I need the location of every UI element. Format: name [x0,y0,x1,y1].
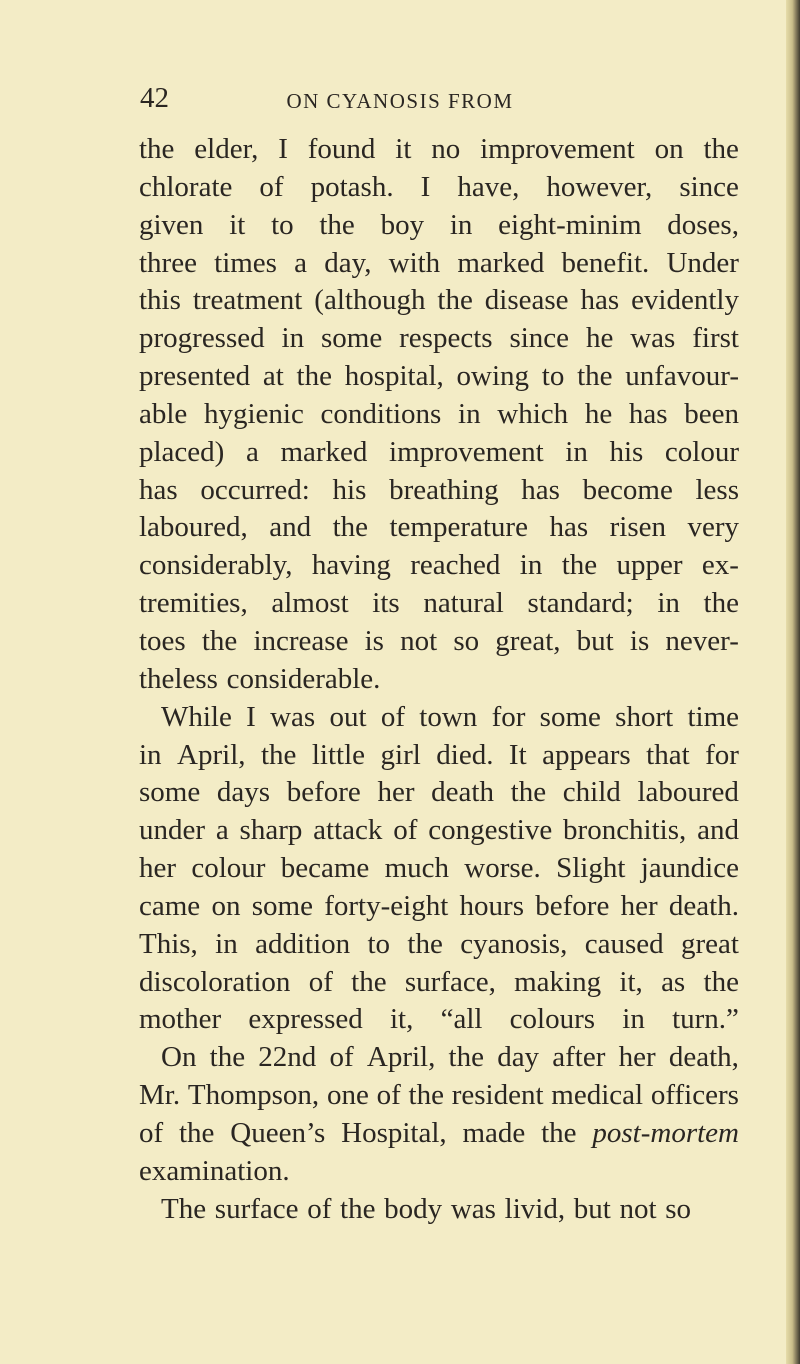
word: bronchitis, [563,814,687,847]
word: at [262,360,284,393]
word: death, [668,1041,739,1074]
text-line [139,739,739,777]
word: girl [380,738,421,771]
word: tremities, [139,587,248,620]
word: has [580,284,620,317]
word: jaundice [640,852,739,885]
word: turn.” [672,1003,739,1036]
word: owing [456,360,530,393]
text-line [139,928,739,966]
word: it, [619,965,643,998]
text-line [139,966,739,1004]
word: natural [423,587,504,620]
word: however, [546,170,653,203]
word: time [687,700,739,733]
word: it [229,208,246,241]
word: breathing [389,473,499,506]
word: so [453,624,480,657]
word: in [565,435,588,468]
word: standard; [527,587,634,620]
word: is [364,624,384,657]
word: a [215,814,229,847]
word: cyanosis, [460,927,568,960]
word: On [161,1041,197,1074]
word: the [332,511,368,544]
word: the [139,133,175,165]
text-line [139,511,739,549]
word: making [514,965,602,998]
word: colours [509,1003,596,1036]
word: to [271,208,294,241]
running-head: ON CYANOSIS FROM [286,89,514,113]
word: almost [271,587,349,620]
text-line [139,436,739,474]
word: it, [389,1003,414,1036]
word: able [139,397,188,430]
word: the [703,965,739,998]
word: I [246,700,256,733]
word: short [615,700,674,733]
word: was [450,1192,496,1225]
text-line [139,322,739,360]
word: his [609,435,644,468]
word: the [319,208,355,241]
word: its [372,587,400,620]
word: Hospital, [341,1116,447,1149]
text-line [139,1117,739,1155]
word: treatment [192,284,303,317]
word: hospital, [344,360,444,393]
word: marked [280,435,368,468]
word: caused [584,927,664,960]
word: of [329,1041,354,1074]
word: which [497,397,569,430]
text-line [139,360,739,398]
word: hygienic [203,397,304,430]
word: theless [139,662,218,695]
word: he [584,397,613,430]
text-line [139,1193,739,1231]
word: to [367,927,391,960]
page-edge-shadow [786,0,800,1364]
text-line [139,474,739,512]
word: some [321,322,383,355]
word: of [307,1192,332,1225]
text-line [139,1079,739,1117]
word: eight-minim [498,208,642,241]
page-number: 42 [140,82,169,114]
word: Mr. [139,1079,181,1112]
word: potash. [310,170,394,203]
text-line [139,133,739,171]
text-line [139,1003,739,1041]
text-line [139,1041,739,1079]
word: days [216,776,271,809]
word: some [539,700,601,733]
text-line [139,209,739,247]
word: a [245,435,259,468]
word: the [577,360,613,393]
word: resident [451,1079,544,1112]
word: that [646,738,690,771]
word: it [395,133,412,165]
word: was [270,700,316,733]
body-text [139,133,739,1230]
word: in [139,738,162,771]
word: for [491,700,526,733]
word: a [294,246,308,279]
word: I [278,133,288,165]
word: with [388,246,441,279]
word: the [201,624,238,657]
page-header [0,78,800,118]
word: placed) [139,435,225,468]
word: before [286,776,361,809]
word: for [705,738,739,771]
word: post-mortem [592,1116,739,1149]
word: some [139,776,201,809]
word: doses, [667,208,739,241]
word: times [214,246,277,279]
word: increase [253,624,349,657]
text-line [139,247,739,285]
word: day [497,1041,540,1074]
word: has [628,397,668,430]
word: great [680,927,739,960]
word: in [458,397,481,430]
word: become [582,473,673,506]
word: of [259,170,284,203]
word: has [549,511,589,544]
word: hours [459,889,524,922]
word: worse. [464,852,541,885]
word: the [703,133,739,165]
word: after [552,1041,606,1074]
word: It [508,738,527,771]
word: evidently [631,284,739,317]
word: this [139,284,181,317]
word: made [462,1116,526,1149]
word: temperature [389,511,528,544]
word: laboured [637,776,739,809]
text-line [139,625,739,663]
text-line [139,587,739,625]
word: death [431,776,494,809]
word: been [684,397,739,430]
word: conditions [320,397,442,430]
word: the [209,1041,246,1074]
word: not [400,624,438,657]
word: toes [139,624,186,657]
word: the [340,1192,376,1225]
word: and [697,814,739,847]
word: and [269,511,312,544]
word: have, [457,170,520,203]
word: the [296,360,332,393]
word: since [679,170,739,203]
word: her [377,776,415,809]
word: benefit. [561,246,650,279]
word: on [211,889,241,922]
word: the [541,1116,577,1149]
word: found [307,133,376,165]
word: mother [139,1003,222,1036]
word: appears [542,738,631,771]
text-line [139,398,739,436]
word: congestive [428,814,553,847]
word: body [384,1192,443,1225]
word: in [281,322,305,355]
text-line [139,814,739,852]
word: but [573,1192,611,1225]
word: is [629,624,650,657]
text-line [139,776,739,814]
word: never- [665,624,739,657]
word: occurred: [200,473,310,506]
word: of [393,814,418,847]
word: April, [177,738,246,771]
word: before [535,889,610,922]
word: was [630,322,676,355]
word: little [311,738,366,771]
word: death. [668,889,739,922]
word: chlorate [139,170,233,203]
word: died. [436,738,494,771]
word: on [654,133,684,165]
word: he [585,322,614,355]
word: I [420,170,431,203]
text-line [139,852,739,890]
word: given [139,208,204,241]
word: colour [664,435,739,468]
word: one [326,1079,369,1112]
word: expressed [248,1003,363,1036]
word: came [139,889,201,922]
word: the [351,965,387,998]
word: in [519,549,543,582]
word: disease [484,284,569,317]
word: surface [214,1192,299,1225]
word: of [376,1079,401,1112]
word: so [665,1192,692,1225]
word: her [620,889,658,922]
text-line [139,663,739,701]
word: having [311,549,391,582]
word: not [619,1192,657,1225]
word: Thompson, [187,1079,320,1112]
word: in [449,208,473,241]
word: risen [609,511,666,544]
word: unfavour- [625,360,739,393]
word: town [419,700,478,733]
word: marked [457,246,545,279]
word: of [139,1116,164,1149]
word: improvement [480,133,635,165]
word: Queen’s [230,1116,326,1149]
word: in [657,587,680,620]
word: examination. [139,1154,290,1187]
word: “all [440,1003,483,1036]
text-line [139,171,739,209]
word: the [407,927,443,960]
word: Slight [556,852,626,885]
word: improvement [389,435,544,468]
word: the [408,1079,444,1112]
word: upper [616,549,683,582]
word: of [380,700,405,733]
word: child [562,776,621,809]
word: sharp [239,814,303,847]
word: first [692,322,739,355]
word: medical [551,1079,644,1112]
word: three [139,246,197,279]
word: the [510,776,547,809]
word: progressed [139,322,265,355]
word: the [437,284,473,317]
word: addition [255,927,351,960]
word: out [329,700,367,733]
word: 22nd [258,1041,317,1074]
word: great, [495,624,561,657]
word: boy [380,208,425,241]
word: as [661,965,686,998]
word: considerably, [139,549,293,582]
word: since [509,322,570,355]
word: but [576,624,614,657]
word: the [260,738,297,771]
word: her [139,852,177,885]
word: no [431,133,461,165]
word: the [179,1116,215,1149]
word: her [618,1041,656,1074]
word: reached [410,549,501,582]
word: less [695,473,739,506]
word: ex- [701,549,739,582]
word: considerable. [226,662,381,695]
text-line [139,1155,739,1193]
word: his [332,473,367,506]
word: laboured, [139,511,248,544]
word: day, [324,246,372,279]
word: some [251,889,313,922]
word: has [521,473,560,506]
word: of [308,965,333,998]
word: livid, [504,1192,566,1225]
word: very [687,511,739,544]
word: forty-eight [324,889,449,922]
word: in [215,927,238,960]
word: April, [366,1041,436,1074]
word: officers [650,1079,739,1112]
text-line [139,890,739,928]
word: became [280,852,370,885]
text-line [139,701,739,739]
word: under [139,814,206,847]
word: the [561,549,598,582]
word: respects [399,322,493,355]
word: the [703,587,739,620]
word: in [622,1003,645,1036]
word: This, [139,927,198,960]
word: to [541,360,565,393]
word: colour [191,852,266,885]
word: (although [314,284,426,317]
word: surface, [404,965,496,998]
word: presented [139,360,251,393]
word: has [139,473,178,506]
text-line [139,284,739,322]
word: Under [666,246,739,279]
word: elder, [194,133,259,165]
text-line [139,549,739,587]
word: The [161,1192,207,1225]
word: much [384,852,449,885]
word: attack [313,814,383,847]
word: the [448,1041,484,1074]
word: discoloration [139,965,291,998]
word: While [161,700,232,733]
